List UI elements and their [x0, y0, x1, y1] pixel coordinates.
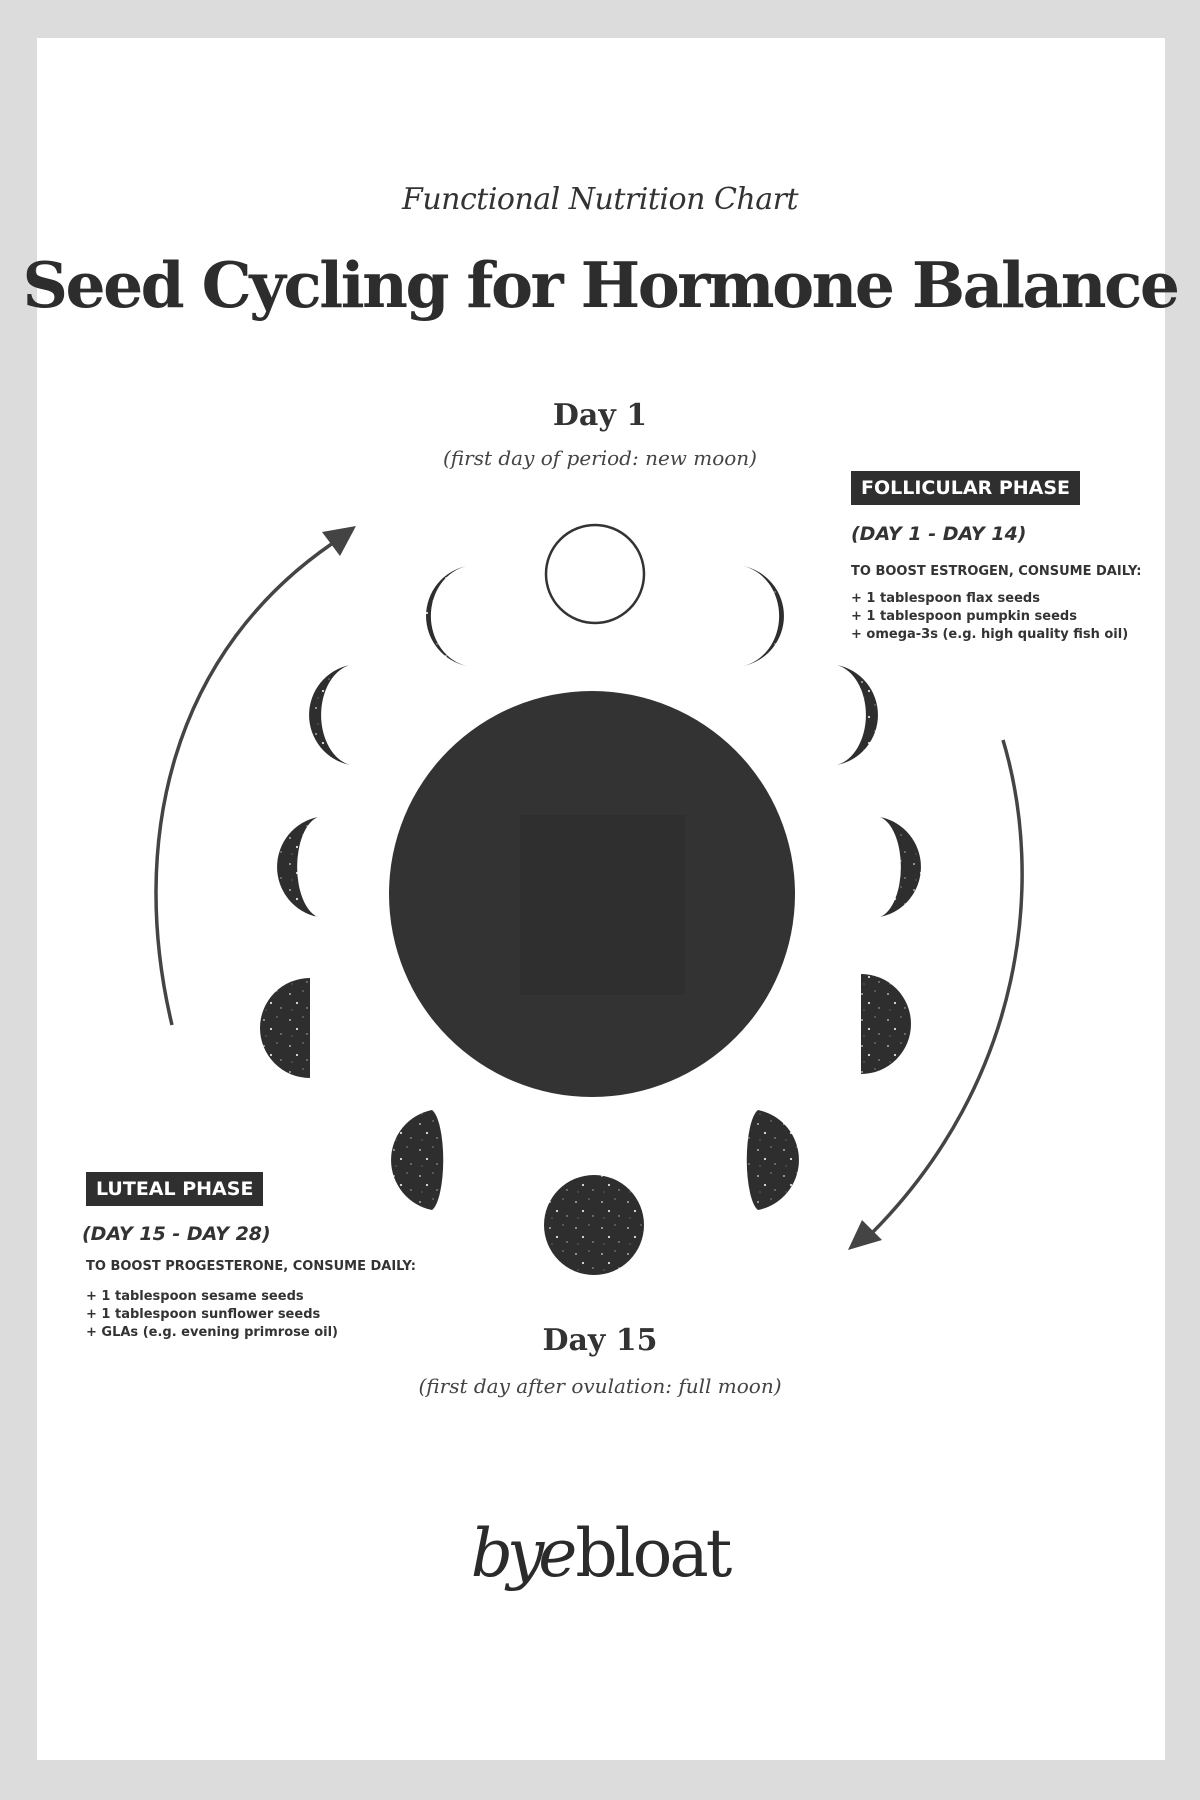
central-moon-shade	[520, 815, 685, 995]
crescent-upper-right-phase-icon	[837, 665, 878, 765]
half-moon-right-phase-icon	[861, 974, 911, 1074]
chart-subtitle: Functional Nutrition Chart	[402, 182, 798, 217]
chart-title: Seed Cycling for Hormone Balance	[22, 248, 1178, 322]
list-item: + 1 tablespoon sesame seeds	[86, 1289, 304, 1304]
follicular-instruction: TO BOOST ESTROGEN, CONSUME DAILY:	[851, 564, 1142, 579]
left-cycle-arrow-icon	[156, 535, 345, 1025]
full-moon-phase-icon	[544, 1175, 644, 1275]
day-15-caption: (first day after ovulation: full moon)	[418, 1374, 782, 1398]
new-moon-phase-icon	[546, 525, 644, 623]
logo-word: bloat	[575, 1515, 730, 1592]
list-item: + 1 tablespoon sunflower seeds	[86, 1307, 321, 1322]
crescent-mid-left-phase-icon	[277, 817, 318, 917]
crescent-top-left-phase-icon	[426, 566, 467, 666]
luteal-phase-badge: LUTEAL PHASE	[86, 1172, 263, 1206]
list-item: + GLAs (e.g. evening primrose oil)	[86, 1325, 338, 1340]
list-item: + omega-3s (e.g. high quality fish oil)	[851, 627, 1129, 642]
brand-logo	[0, 1515, 1200, 1592]
half-moon-left-phase-icon	[260, 978, 310, 1078]
gibbous-lower-left-phase-icon	[391, 1110, 443, 1210]
luteal-instruction: TO BOOST PROGESTERONE, CONSUME DAILY:	[86, 1259, 416, 1274]
luteal-phase-days: (DAY 15 - DAY 28)	[82, 1223, 271, 1245]
right-arrowhead-icon	[848, 1220, 882, 1250]
crescent-upper-left-phase-icon	[309, 665, 350, 765]
day-1-label: Day 1	[552, 398, 648, 433]
left-arrowhead-icon	[322, 526, 356, 556]
follicular-phase-days: (DAY 1 - DAY 14)	[851, 523, 1027, 545]
list-item: + 1 tablespoon pumpkin seeds	[851, 609, 1077, 624]
list-item: + 1 tablespoon flax seeds	[851, 591, 1040, 606]
follicular-seed-list	[851, 590, 1128, 644]
crescent-mid-right-phase-icon	[880, 817, 921, 917]
crescent-top-right-phase-icon	[743, 566, 784, 666]
day-1-caption: (first day of period: new moon)	[442, 446, 757, 470]
follicular-phase-badge: FOLLICULAR PHASE	[851, 471, 1080, 505]
gibbous-lower-right-phase-icon	[747, 1110, 799, 1210]
logo-script-word: bye	[470, 1515, 572, 1592]
day-15-label: Day 15	[542, 1323, 658, 1358]
